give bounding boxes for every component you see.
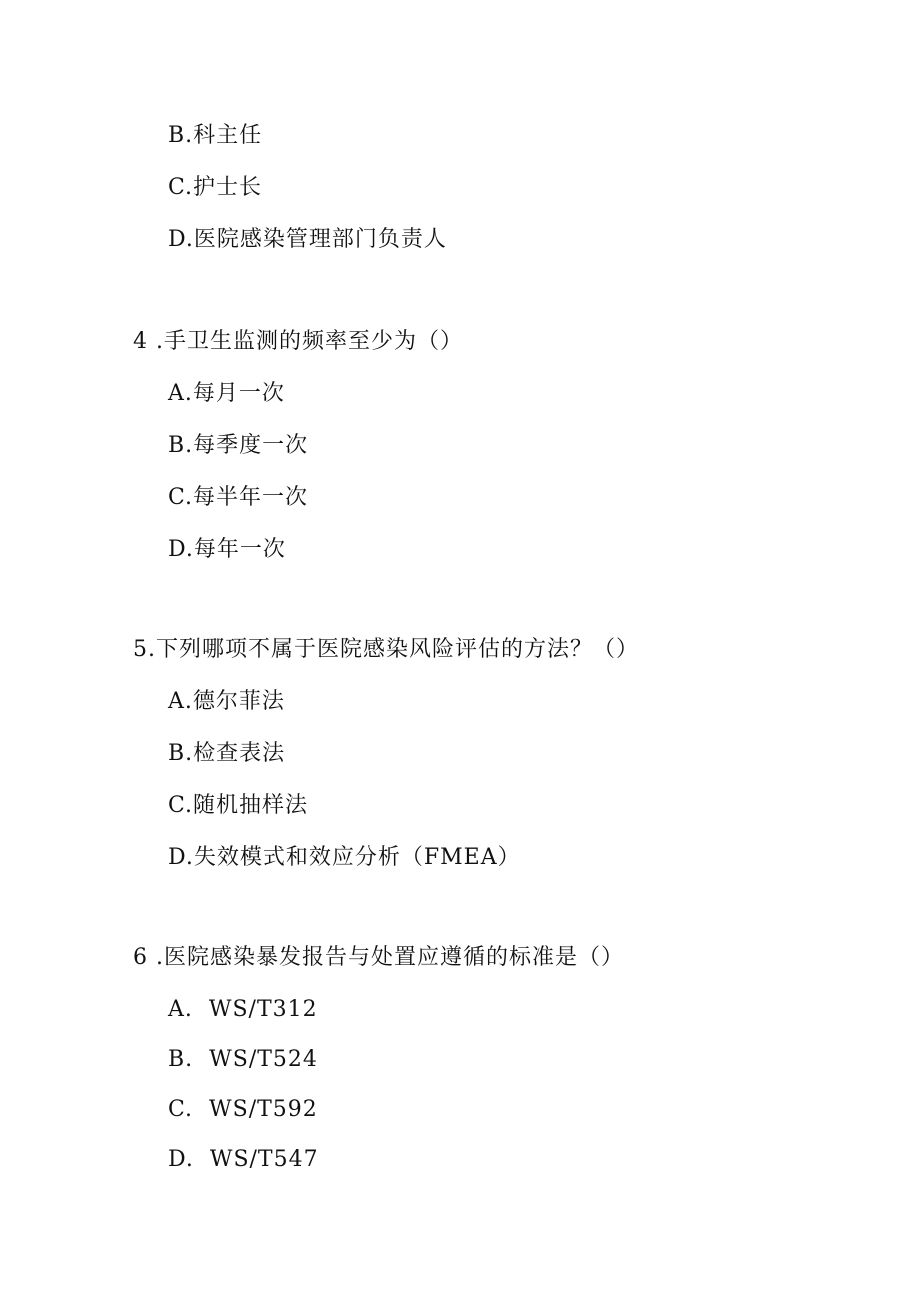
question-4-option-d: D.每年一次: [168, 537, 286, 562]
question-5-option-d: D.失效模式和效应分析（FMEA）: [168, 845, 521, 870]
question-6-option-a: A. WS/T312: [168, 997, 318, 1022]
option-prev-d: D.医院感染管理部门负责人: [168, 227, 447, 252]
question-4-option-b: B.每季度一次: [168, 433, 309, 458]
question-5-stem: 5.下列哪项不属于医院感染风险评估的方法？（）: [133, 637, 639, 662]
question-4-stem: 4 .手卫生监测的频率至少为（）: [133, 329, 463, 354]
question-6-option-d: D. WS/T547: [168, 1147, 319, 1172]
option-prev-c: C.护士长: [168, 175, 263, 200]
question-6-option-c: C. WS/T592: [168, 1097, 318, 1122]
question-5-option-c: C.随机抽样法: [168, 793, 309, 818]
option-prev-b: B.科主任: [168, 123, 263, 148]
question-4-option-a: A.每月一次: [168, 381, 285, 406]
question-6-option-b: B. WS/T524: [168, 1047, 318, 1072]
question-5-option-b: B.检查表法: [168, 741, 286, 766]
question-5-option-a: A.德尔菲法: [168, 689, 285, 714]
question-4-option-c: C.每半年一次: [168, 485, 309, 510]
question-6-stem: 6 .医院感染暴发报告与处置应遵循的标准是（）: [133, 945, 624, 970]
